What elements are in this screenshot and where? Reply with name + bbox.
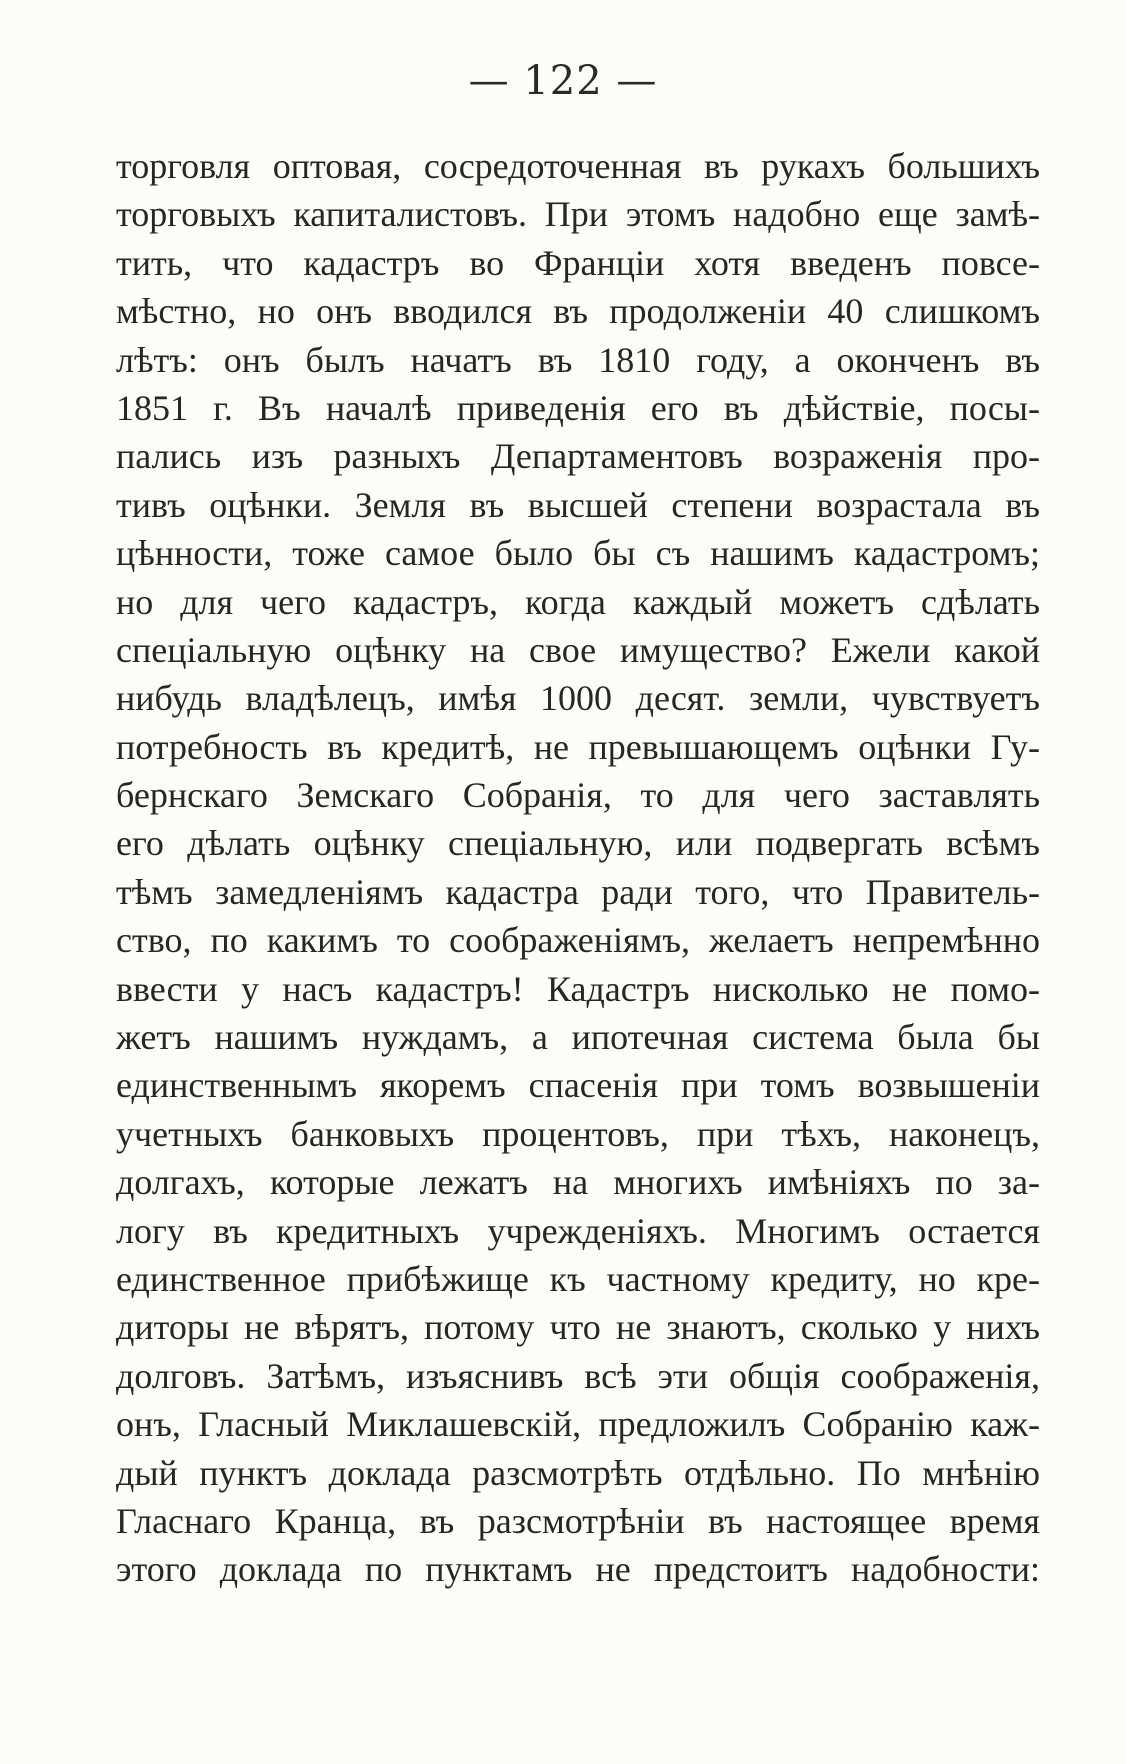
page-number: — 122 — — [468, 58, 658, 104]
text-line: цѣнности, тоже самое было бы съ нашимъ кадастромъ; — [116, 533, 1040, 574]
text-line: ство, по какимъ то соображеніямъ, желаетъ непремѣнно — [116, 920, 1040, 961]
text-line: единственнымъ якоремъ спасенія при томъ возвышеніи — [116, 1065, 1040, 1106]
text-line: 1851 г. Въ началѣ приведенія его въ дѣйствіе, посы- — [116, 387, 1040, 428]
text-line: логу въ кредитныхъ учрежденіяхъ. Многимъ остается — [116, 1210, 1040, 1251]
text-line: учетныхъ банковыхъ процентовъ, при тѣхъ, наконецъ, — [116, 1113, 1040, 1154]
text-line: спеціальную оцѣнку на свое имущество? Ежели какой — [116, 629, 1040, 670]
text-line: лѣтъ: онъ былъ начатъ въ 1810 году, а оконченъ въ — [116, 339, 1040, 380]
text-line: торговыхъ капиталистовъ. При этомъ надобно еще замѣ- — [116, 194, 1040, 235]
text-line: долгахъ, которые лежатъ на многихъ имѣніяхъ по за- — [116, 1162, 1040, 1203]
text-line: долговъ. Затѣмъ, изъяснивъ всѣ эти общія соображенія, — [116, 1355, 1040, 1396]
text-line: его дѣлать оцѣнку спеціальную, или подвергать всѣмъ — [116, 823, 1040, 864]
text-line: но для чего кадастръ, когда каждый можетъ сдѣлать — [116, 581, 1040, 622]
text-line: бернскаго Земскаго Собранія, то для чего заставлять — [116, 775, 1040, 816]
text-line: жетъ нашимъ нуждамъ, а ипотечная система была бы — [116, 1017, 1040, 1058]
body-text — [116, 142, 1040, 1594]
text-line: тивъ оцѣнки. Земля въ высшей степени возрастала въ — [116, 484, 1040, 525]
text-line: единственное прибѣжище къ частному кредиту, но кре- — [116, 1258, 1040, 1299]
text-line: диторы не вѣрятъ, потому что не знаютъ, сколько у нихъ — [116, 1307, 1040, 1348]
text-line: нибудь владѣлецъ, имѣя 1000 десят. земли, чувствуетъ — [116, 678, 1040, 719]
text-line: этого доклада по пунктамъ не предстоитъ надобности: — [116, 1549, 1040, 1590]
text-line: тѣмъ замедленіямъ кадастра ради того, что Правитель- — [116, 871, 1040, 912]
text-line: онъ, Гласный Миклашевскій, предложилъ Собранію каж- — [116, 1404, 1040, 1445]
text-line: дый пунктъ доклада разсмотрѣть отдѣльно. По мнѣнію — [116, 1452, 1040, 1493]
text-line: пались изъ разныхъ Департаментовъ возраженія про- — [116, 436, 1040, 477]
text-line: Гласнаго Кранца, въ разсмотрѣніи въ настоящее время — [116, 1500, 1040, 1541]
text-line: мѣстно, но онъ вводился въ продолженіи 40 слишкомъ — [116, 291, 1040, 332]
text-line: потребность въ кредитѣ, не превышающемъ оцѣнки Гу- — [116, 726, 1040, 767]
text-line: торговля оптовая, сосредоточенная въ рукахъ большихъ — [116, 146, 1040, 186]
text-line: тить, что кадастръ во Франціи хотя введенъ повсе- — [116, 242, 1040, 283]
text-line: ввести у насъ кадастръ! Кадастръ нисколько не помо- — [116, 968, 1040, 1009]
